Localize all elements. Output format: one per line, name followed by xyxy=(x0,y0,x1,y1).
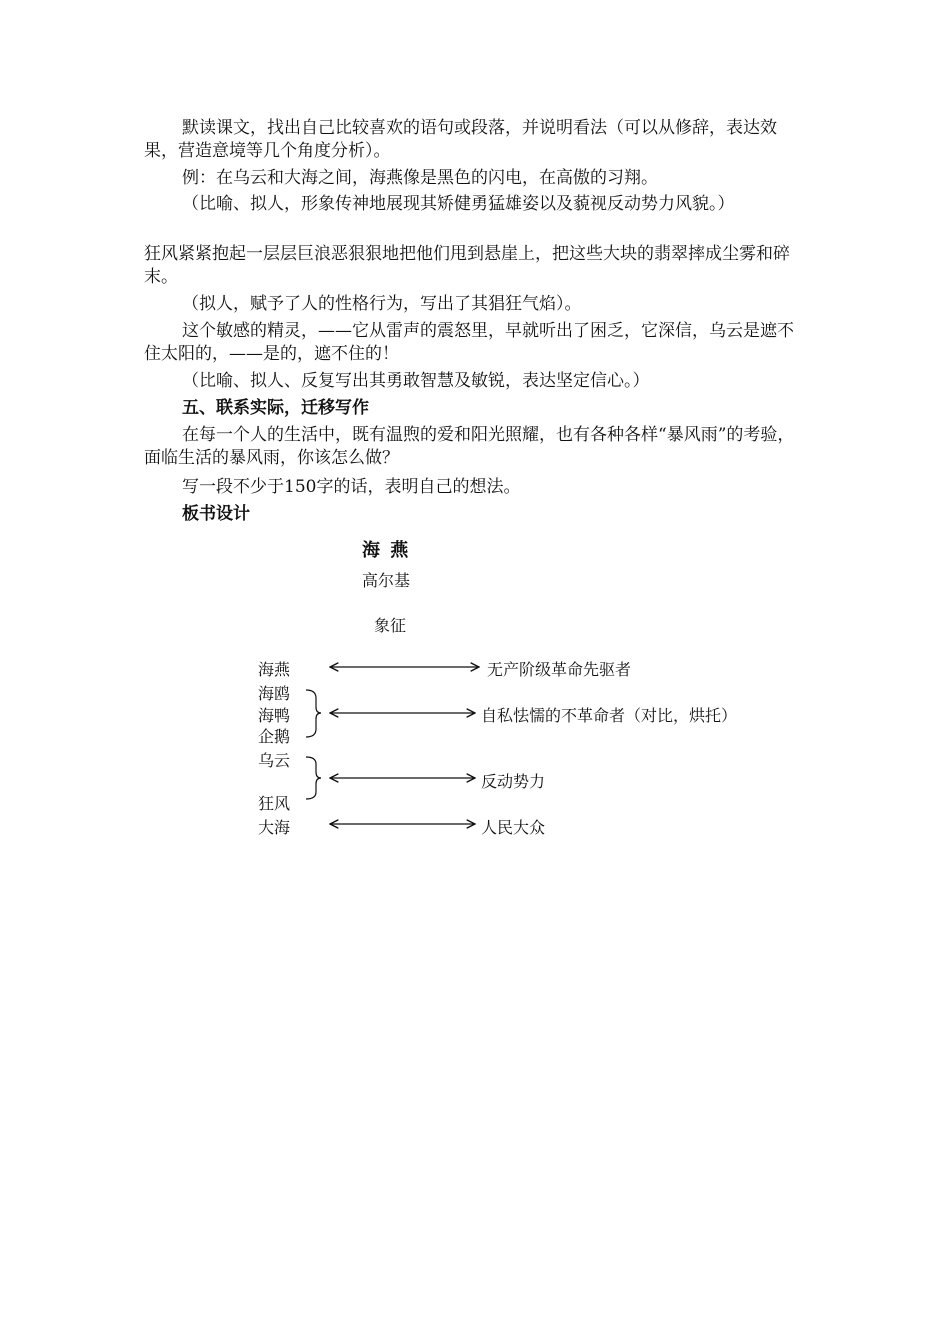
board-heading: 板书设计 xyxy=(182,504,250,524)
term-qie: 企鹅 xyxy=(258,727,291,746)
term-haiou: 海鸥 xyxy=(258,684,291,703)
meaning-coward: 自私怯懦的不革命者（对比，烘托） xyxy=(481,706,738,725)
brace-clouds-wind xyxy=(306,757,321,799)
term-dahai: 大海 xyxy=(258,818,291,837)
paragraph-practice-1: 在每一个人的生活中，既有温煦的爱和阳光照耀，也有各种各样“暴风雨”的考验，面临生活的暴风雨，你该怎么做？ xyxy=(144,425,795,468)
paragraph-analysis-1: （比喻、拟人，形象传神地展现其矫健勇猛雄姿以及藐视反动势力风貌。） xyxy=(182,194,735,214)
board-symbol-label: 象征 xyxy=(374,616,407,635)
board-author: 高尔基 xyxy=(362,571,411,590)
paragraph-quote-2: 狂风紧紧抱起一层层巨浪恶狠狠地把他们甩到悬崖上，把这些大块的翡翠摔成尘雾和碎末。 xyxy=(144,244,790,287)
board-title: 海 燕 xyxy=(362,540,411,561)
meaning-pioneer: 无产阶级革命先驱者 xyxy=(487,660,632,679)
section-heading: 五、联系实际，迁移写作 xyxy=(182,398,369,418)
meaning-people: 人民大众 xyxy=(481,818,546,837)
meaning-reactionary: 反动势力 xyxy=(481,772,546,791)
paragraph-instruction: 默读课文，找出自己比较喜欢的语句或段落，并说明看法（可以从修辞，表达效果，营造意境等几个角度分析）。 xyxy=(144,118,777,161)
term-wuyun: 乌云 xyxy=(258,751,291,770)
paragraph-analysis-3: （比喻、拟人、反复写出其勇敢智慧及敏锐，表达坚定信心。） xyxy=(182,371,650,391)
brace-seabirds xyxy=(306,690,321,737)
term-kuangfeng: 狂风 xyxy=(258,794,291,813)
paragraph-analysis-2: （拟人，赋予了人的性格行为，写出了其猖狂气焰）。 xyxy=(182,294,582,314)
paragraph-example: 例：在乌云和大海之间，海燕像是黑色的闪电，在高傲的习翔。 xyxy=(182,168,658,188)
paragraph-practice-2: 写一段不少于150字的话，表明自己的想法。 xyxy=(182,477,521,497)
paragraph-quote-3: 这个敏感的精灵，——它从雷声的震怒里，早就听出了困乏，它深信，乌云是遮不住太阳的，——是的，遮不住的！ xyxy=(144,321,794,364)
term-haiya: 海鸭 xyxy=(258,706,291,725)
term-haiyan: 海燕 xyxy=(258,660,291,679)
